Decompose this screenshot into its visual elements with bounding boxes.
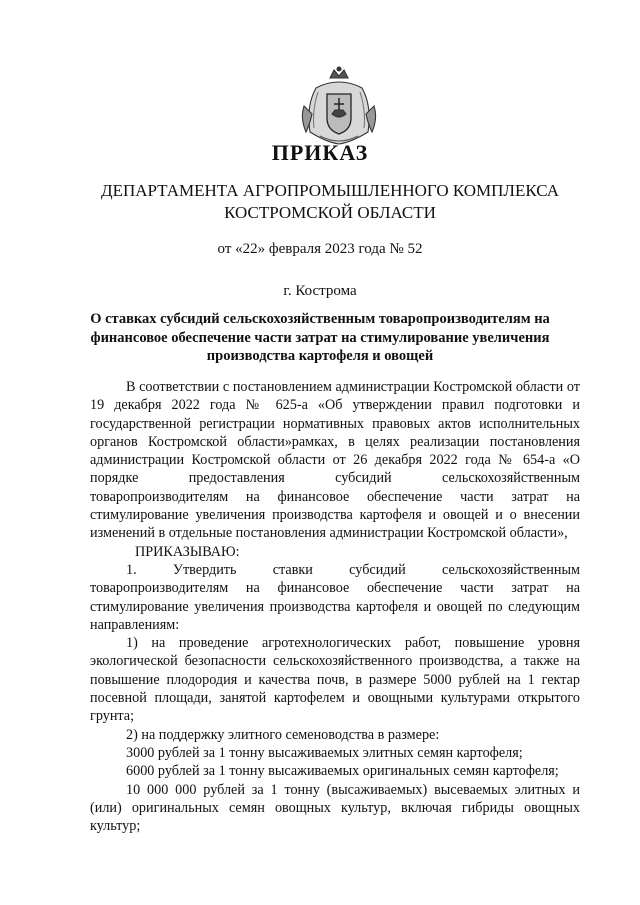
document-title: ПРИКАЗ <box>271 140 369 165</box>
department-name: ДЕПАРТАМЕНТА АГРОПРОМЫШЛЕННОГО КОМПЛЕКСА КОСТРОМСКОЙ ОБЛАСТИ <box>100 181 560 222</box>
order-body <box>90 378 580 835</box>
rate-item-paragraph: 10 000 000 рублей за 1 тонну (высаживаемых) высеваемых элитных и (или) оригинальных семян овощных культур, включая гибриды овощных культур; <box>90 781 580 835</box>
city-name: г. Кострома <box>283 283 357 299</box>
subclause-1-paragraph: 1) на проведение агротехнологических работ, повышение уровня экологической безопасности сельскохозяйственного производства, а также на повышение плодородия и качества почв, в размере 5000 рублей на 1 гектар посевной площади, занятой картофелем и овощными культурами открытого грунта; <box>90 635 580 725</box>
clause-1-paragraph: 1. Утвердить ставки субсидий сельскохозяйственным товаропроизводителям на финансовое обеспечение части затрат на стимулирование увеличения производства картофеля и овощей по следующим направлениям: <box>90 561 580 633</box>
coat-of-arms-emblem <box>296 66 382 148</box>
order-keyword: ПРИКАЗЫВАЮ: <box>135 543 240 560</box>
order-date-number: от «22» февраля 2023 года № 52 <box>217 241 423 257</box>
preamble-paragraph: В соответствии с постановлением администрации Костромской области от 19 декабря 2022 года № 625-а «Об утверждении правил подготовки и государственной регистрации нормативных правовых актов исполнительных органов Костромской области»рамках, в целях реализации постановления администрации Костромской области от 26 декабря 2022 года № 654-а «О порядке предоставления субсидий сельскохозяйственным товаропроизводителям на финансовое обеспечение части затрат на стимулирование увеличения производства картофеля и овощей и о внесении изменений в отдельные постановления администрации Костромской области», <box>90 379 580 542</box>
order-heading: О ставках субсидий сельскохозяйственным товаропроизводителям на финансовое обеспечение части затрат на стимулирование увеличения производства картофеля и овощей <box>90 311 550 364</box>
rate-item-paragraph: 3000 рублей за 1 тонну высаживаемых элитных семян картофеля; <box>126 744 523 761</box>
rate-item-paragraph: 6000 рублей за 1 тонну высаживаемых оригинальных семян картофеля; <box>126 763 559 780</box>
subclause-2-paragraph: 2) на поддержку элитного семеноводства в размере: <box>126 726 440 743</box>
